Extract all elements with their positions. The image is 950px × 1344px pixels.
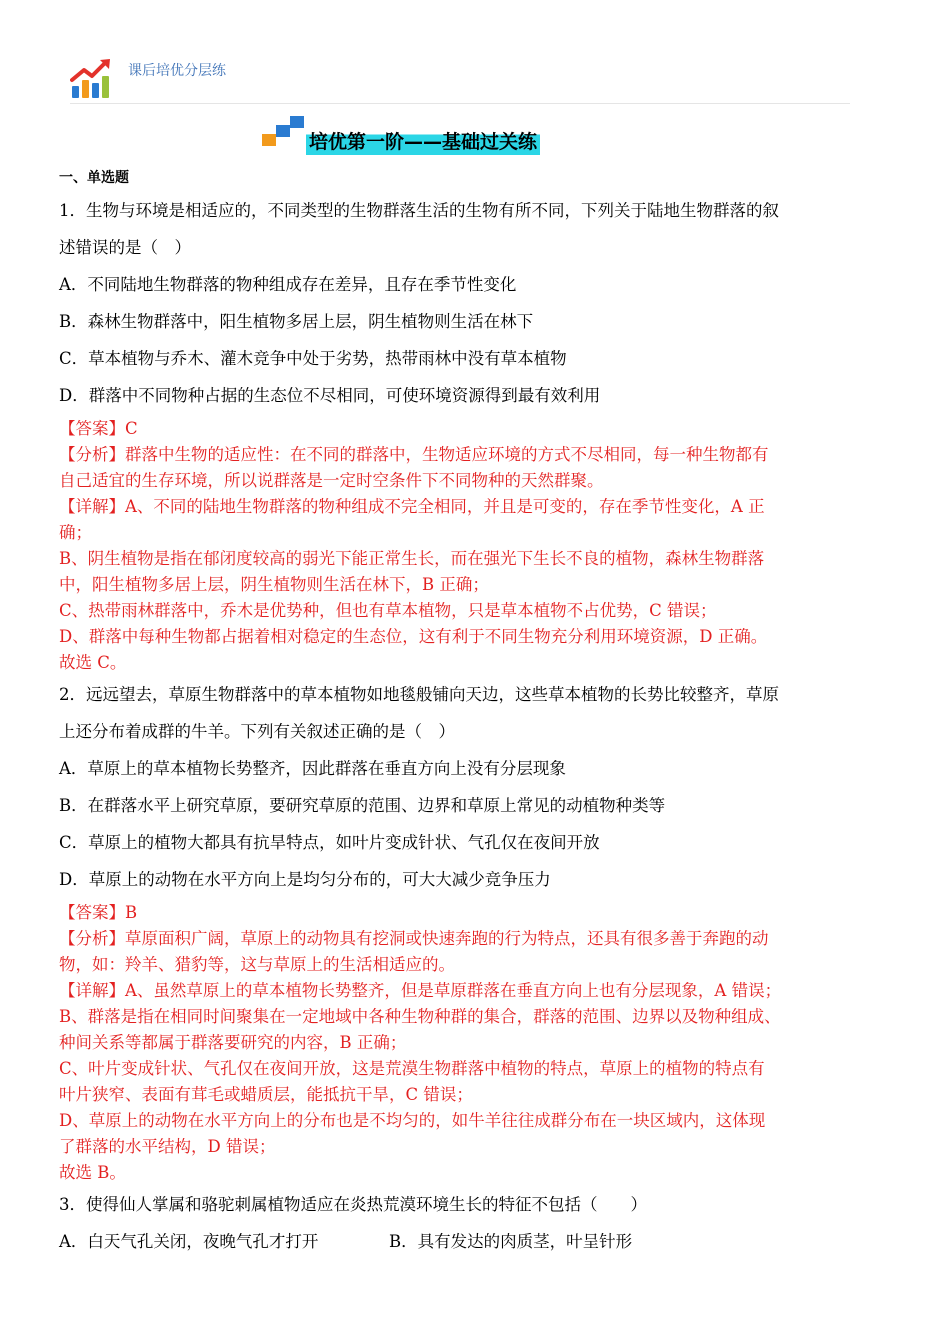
answer-line: C、热带雨林群落中，乔木是优势种，但也有草本植物，只是草本植物不占优势，C 错误； bbox=[59, 601, 717, 620]
answer-line: 物，如：羚羊、猎豹等，这与草原上的生活相适应的。 bbox=[59, 955, 455, 974]
header-divider bbox=[70, 103, 850, 104]
option-c: C．草本植物与乔木、灌木竞争中处于劣势，热带雨林中没有草本植物 bbox=[59, 349, 567, 368]
question-1 bbox=[59, 192, 894, 676]
answer-line: D、群落中每种生物都占据着相对稳定的生态位，这有利于不同生物充分利用环境资源，D 正确。 bbox=[59, 627, 768, 646]
answer-line: 故选 C。 bbox=[59, 653, 127, 672]
question-3 bbox=[59, 1186, 894, 1260]
answer-line: 种间关系等都属于群落要研究的内容，B 正确； bbox=[59, 1033, 407, 1052]
option-d: D．群落中不同物种占据的生态位不尽相同，可使环境资源得到最有效利用 bbox=[59, 386, 601, 405]
option-a: A．白天气孔关闭，夜晚气孔才打开 bbox=[59, 1232, 319, 1251]
answer-line: C、叶片变成针状、气孔仅在夜间开放，这是荒漠生物群落中植物的特点，草原上的植物的特点有 bbox=[59, 1059, 765, 1078]
answer-line: D、草原上的动物在水平方向上的分布也是不均匀的，如牛羊往往成群分布在一块区域内，这体现 bbox=[59, 1111, 766, 1130]
blocks-icon bbox=[262, 116, 306, 150]
question-stem: 1．生物与环境是相适应的，不同类型的生物群落生活的生物有所不同，下列关于陆地生物群落的叙 bbox=[59, 201, 779, 220]
question-stem: 3．使得仙人掌属和骆驼刺属植物适应在炎热荒漠环境生长的特征不包括（ ） bbox=[59, 1195, 647, 1214]
answer-line: 叶片狭窄、表面有茸毛或蜡质层，能抵抗干旱，C 错误； bbox=[59, 1085, 473, 1104]
question-content bbox=[59, 168, 894, 1260]
answer-line: 了群落的水平结构，D 错误； bbox=[59, 1137, 276, 1156]
answer-explanation bbox=[59, 416, 894, 676]
answer-line: 中，阳生植物多居上层，阴生植物则生活在林下，B 正确； bbox=[59, 575, 489, 594]
header-title: 课后培优分层练 bbox=[128, 63, 226, 79]
option-b: B．森林生物群落中，阳生植物多居上层，阴生植物则生活在林下 bbox=[59, 312, 534, 331]
answer-explanation bbox=[59, 900, 894, 1186]
part-heading: 一、单选题 bbox=[59, 170, 129, 186]
options-row bbox=[59, 1223, 894, 1260]
option-d: D．草原上的动物在水平方向上是均匀分布的，可大大减少竞争压力 bbox=[59, 870, 551, 889]
question-stem: 上还分布着成群的牛羊。下列有关叙述正确的是（ ） bbox=[59, 722, 455, 741]
answer-line: B、群落是指在相同时间聚集在一定地域中各种生物种群的集合，群落的范围、边界以及物种组成、 bbox=[59, 1007, 781, 1026]
answer-line: 确； bbox=[59, 523, 92, 542]
answer-line: 【分析】群落中生物的适应性：在不同的群落中，生物适应环境的方式不尽相同，每一种生物都有 bbox=[59, 445, 769, 464]
answer-line: 【详解】A、虽然草原上的草本植物长势整齐，但是草原群落在垂直方向上也有分层现象，A 错误； bbox=[59, 981, 782, 1000]
section-title: 培优第一阶——基础过关练 bbox=[306, 126, 540, 155]
question-stem: 述错误的是（ ） bbox=[59, 238, 191, 257]
answer-line: 故选 B。 bbox=[59, 1163, 126, 1182]
answer-line: 【分析】草原面积广阔，草原上的动物具有挖洞或快速奔跑的行为特点，还具有很多善于奔跑的动 bbox=[59, 929, 769, 948]
option-a: A．不同陆地生物群落的物种组成存在差异，且存在季节性变化 bbox=[59, 275, 517, 294]
question-2 bbox=[59, 676, 894, 1186]
page-header bbox=[70, 58, 850, 104]
answer-line: 自己适宜的生存环境，所以说群落是一定时空条件下不同物种的天然群聚。 bbox=[59, 471, 604, 490]
option-b: B．在群落水平上研究草原，要研究草原的范围、边界和草原上常见的动植物种类等 bbox=[59, 796, 666, 815]
answer-line: 【详解】A、不同的陆地生物群落的物种组成不完全相同，并且是可变的，存在季节性变化，A 正 bbox=[59, 497, 765, 516]
option-a: A．草原上的草本植物长势整齐，因此群落在垂直方向上没有分层现象 bbox=[59, 759, 566, 778]
option-b: B．具有发达的肉质茎，叶呈针形 bbox=[389, 1232, 633, 1251]
option-c: C．草原上的植物大都具有抗旱特点，如叶片变成针状、气孔仅在夜间开放 bbox=[59, 833, 600, 852]
answer-line: 【答案】C bbox=[59, 419, 138, 438]
answer-line: B、阴生植物是指在郁闭度较高的弱光下能正常生长，而在强光下生长不良的植物，森林生物群落 bbox=[59, 549, 765, 568]
question-stem: 2．远远望去，草原生物群落中的草本植物如地毯般铺向天边，这些草本植物的长势比较整齐，草原 bbox=[59, 685, 779, 704]
growth-chart-icon bbox=[70, 58, 114, 100]
answer-line: 【答案】B bbox=[59, 903, 138, 922]
